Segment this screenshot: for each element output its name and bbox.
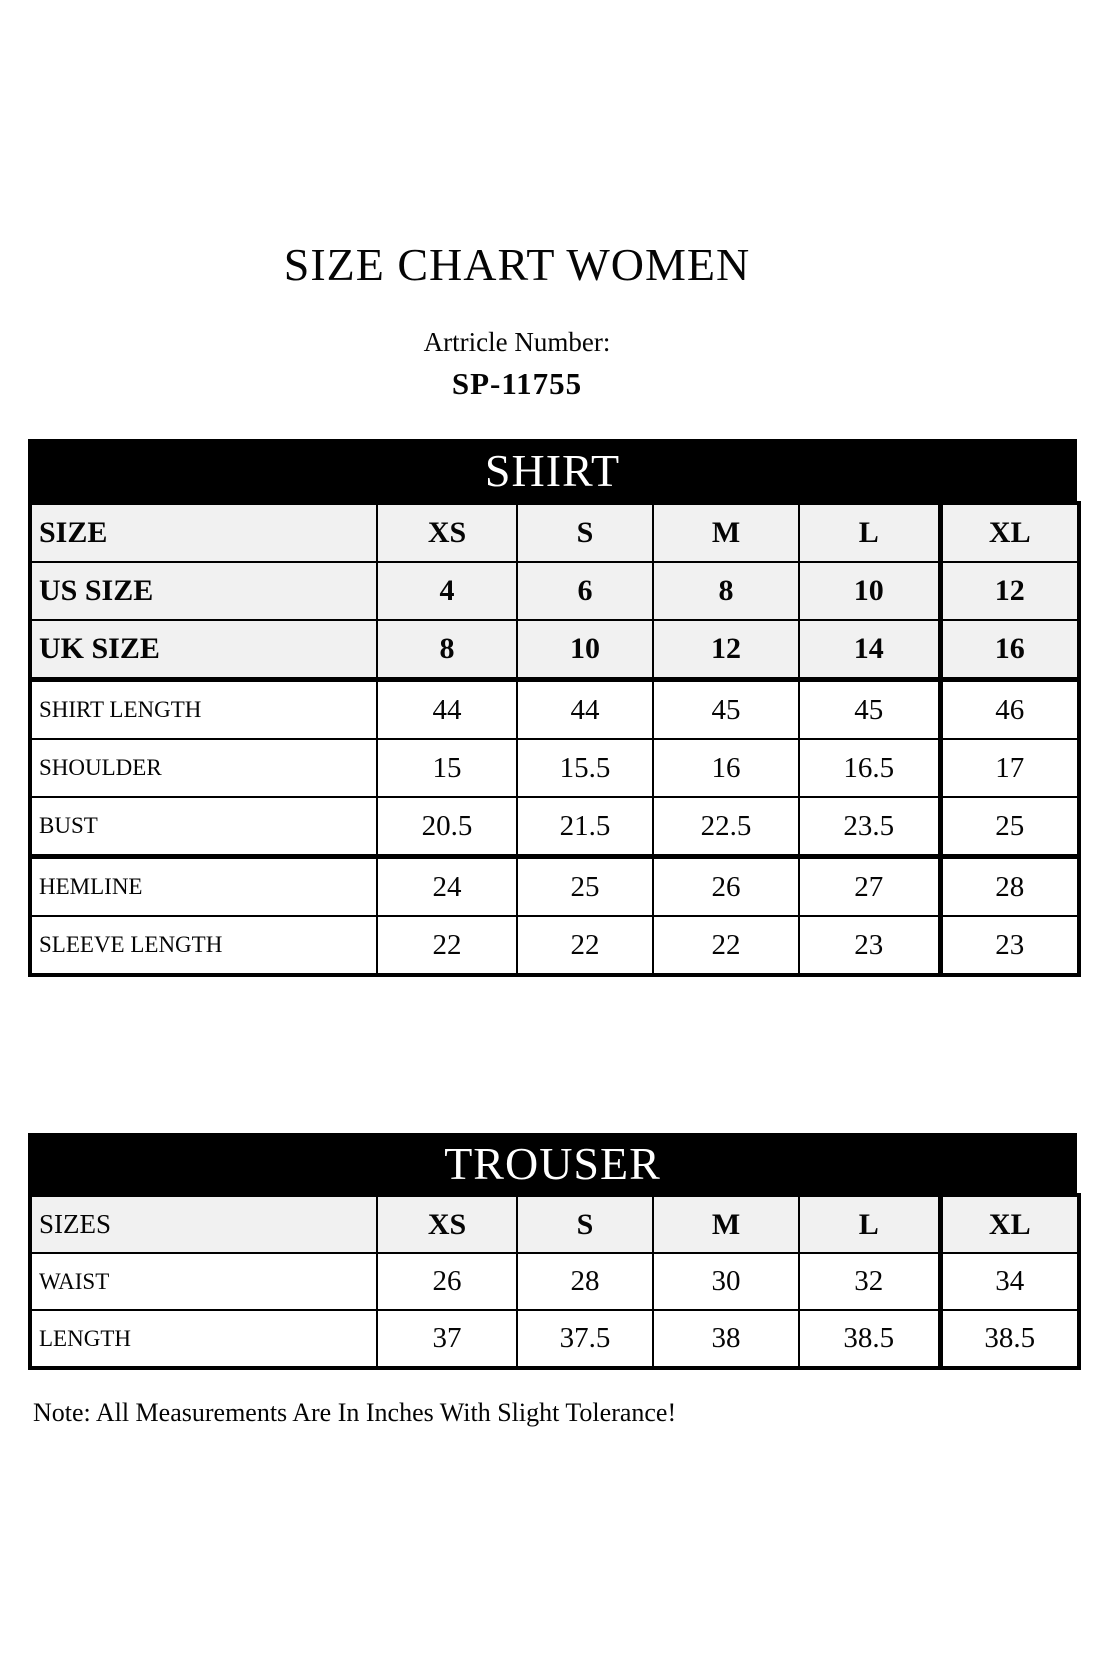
row-label-cell: SIZE [30,503,377,562]
row-label-cell: BUST [30,797,377,857]
value-cell: 8 [377,620,517,680]
value-cell: 12 [940,562,1079,620]
value-cell: 22 [377,916,517,975]
value-cell: 38 [653,1310,799,1368]
table-row [30,739,1079,797]
value-cell: 6 [517,562,653,620]
table-row [30,797,1079,857]
value-cell: 38.5 [940,1310,1079,1368]
value-cell: 25 [940,797,1079,857]
value-cell: 44 [517,680,653,740]
value-cell: 45 [653,680,799,740]
row-label-cell: SLEEVE LENGTH [30,916,377,975]
table-row [30,503,1079,562]
table-row [30,857,1079,917]
value-cell: 34 [940,1253,1079,1310]
value-cell: 10 [799,562,940,620]
value-cell: 28 [940,857,1079,917]
value-cell: 4 [377,562,517,620]
value-cell: 37.5 [517,1310,653,1368]
value-cell: 23 [799,916,940,975]
value-cell: 23.5 [799,797,940,857]
value-cell: 24 [377,857,517,917]
value-cell: L [799,503,940,562]
value-cell: 22 [653,916,799,975]
value-cell: 14 [799,620,940,680]
value-cell: 27 [799,857,940,917]
value-cell: 28 [517,1253,653,1310]
row-label-cell: US SIZE [30,562,377,620]
value-cell: 32 [799,1253,940,1310]
value-cell: 15 [377,739,517,797]
value-cell: 44 [377,680,517,740]
article-number-label: Artricle Number: [423,327,611,357]
trouser-size-table [28,1193,1081,1370]
value-cell: 23 [940,916,1079,975]
row-label-cell: SHIRT LENGTH [30,680,377,740]
value-cell: 26 [377,1253,517,1310]
table-row [30,1310,1079,1368]
value-cell: 16.5 [799,739,940,797]
value-cell: XL [940,503,1079,562]
value-cell: M [653,1195,799,1253]
table-row [30,1195,1079,1253]
value-cell: 17 [940,739,1079,797]
value-cell: 21.5 [517,797,653,857]
shirt-table-header: SHIRT [28,439,1077,501]
value-cell: 46 [940,680,1079,740]
row-label-cell: LENGTH [30,1310,377,1368]
value-cell: 38.5 [799,1310,940,1368]
trouser-table-header: TROUSER [28,1133,1077,1193]
table-row [30,1253,1079,1310]
value-cell: 16 [653,739,799,797]
value-cell: 10 [517,620,653,680]
table-row [30,562,1079,620]
article-number-value: SP-11755 [451,366,583,401]
value-cell: 25 [517,857,653,917]
value-cell: 45 [799,680,940,740]
value-cell: 8 [653,562,799,620]
trouser-table-section [28,1133,1077,1370]
value-cell: 22 [517,916,653,975]
value-cell: 15.5 [517,739,653,797]
row-label-cell: SHOULDER [30,739,377,797]
shirt-size-table [28,501,1081,977]
value-cell: 26 [653,857,799,917]
value-cell: XS [377,1195,517,1253]
value-cell: 37 [377,1310,517,1368]
value-cell: M [653,503,799,562]
value-cell: 16 [940,620,1079,680]
value-cell: S [517,503,653,562]
table-row [30,680,1079,740]
measurement-note: Note: All Measurements Are In Inches With Slight Tolerance! [33,1398,677,1427]
row-label-cell: HEMLINE [30,857,377,917]
value-cell: XL [940,1195,1079,1253]
value-cell: L [799,1195,940,1253]
shirt-table-section [28,439,1077,977]
value-cell: 12 [653,620,799,680]
value-cell: 20.5 [377,797,517,857]
value-cell: XS [377,503,517,562]
value-cell: 30 [653,1253,799,1310]
value-cell: S [517,1195,653,1253]
row-label-cell: UK SIZE [30,620,377,680]
page-title: SIZE CHART WOMEN [283,239,751,290]
value-cell: 22.5 [653,797,799,857]
row-label-cell: WAIST [30,1253,377,1310]
table-row [30,916,1079,975]
table-row [30,620,1079,680]
row-label-cell: SIZES [30,1195,377,1253]
